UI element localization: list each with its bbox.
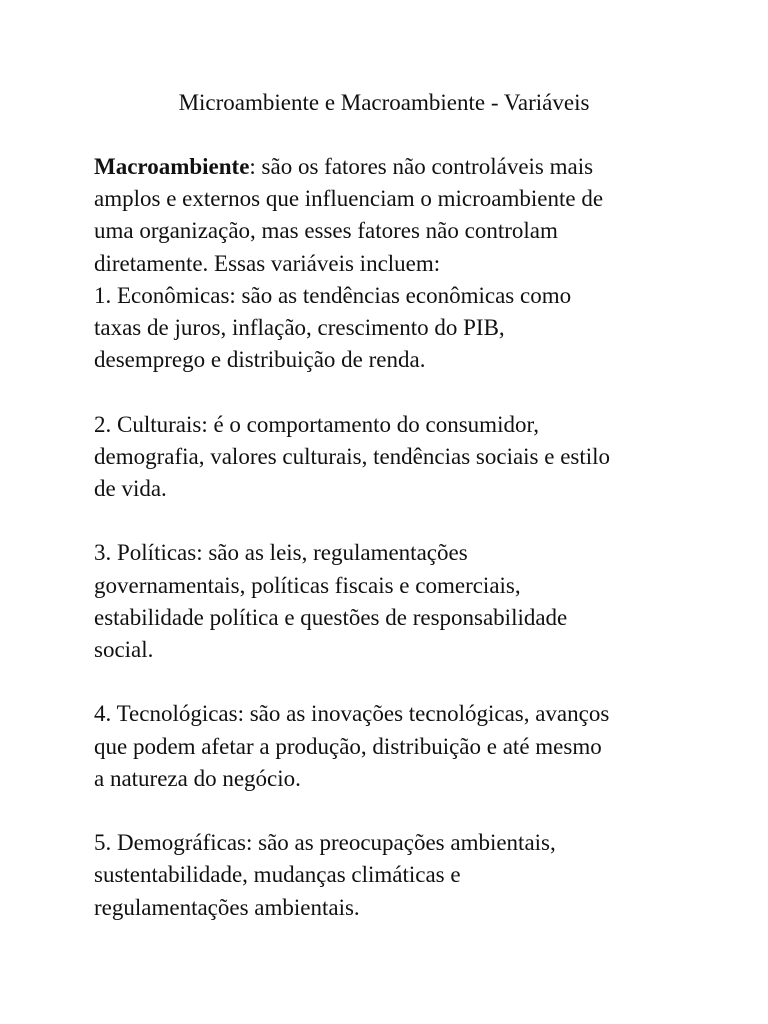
list-item-tecnologicas bbox=[94, 698, 694, 795]
item-line: 1. Econômicas: são as tendências econômicas como bbox=[94, 282, 572, 308]
item-line: de vida. bbox=[94, 476, 167, 502]
list-item-demograficas bbox=[94, 827, 694, 924]
document-body bbox=[94, 151, 694, 924]
item-line: social. bbox=[94, 637, 154, 663]
item-line: taxas de juros, inflação, crescimento do PIB, bbox=[94, 315, 505, 341]
item-line: regulamentações ambientais. bbox=[94, 894, 360, 920]
item-line: 2. Culturais: é o comportamento do consumidor, bbox=[94, 411, 539, 437]
item-line: que podem afetar a produção, distribuição e até mesmo bbox=[94, 733, 602, 759]
intro-line: diretamente. Essas variáveis incluem: bbox=[94, 250, 441, 276]
document-title: Microambiente e Macroambiente - Variáveis bbox=[178, 90, 590, 115]
list-item-economicas bbox=[94, 280, 694, 377]
intro-term: Macroambiente bbox=[94, 154, 250, 179]
item-line: demografia, valores culturais, tendências sociais e estilo bbox=[94, 443, 611, 469]
item-line: 3. Políticas: são as leis, regulamentações bbox=[94, 540, 468, 566]
item-line: desemprego e distribuição de renda. bbox=[94, 347, 426, 373]
list-item-politicas bbox=[94, 537, 694, 666]
intro-line: amplos e externos que influenciam o microambiente de bbox=[94, 186, 604, 212]
intro-line: : são os fatores não controláveis mais bbox=[249, 154, 594, 179]
item-line: 5. Demográficas: são as preocupações ambientais, bbox=[94, 830, 556, 856]
item-line: estabilidade política e questões de responsabilidade bbox=[94, 604, 568, 630]
item-line: governamentais, políticas fiscais e comerciais, bbox=[94, 572, 521, 598]
intro-paragraph bbox=[94, 151, 694, 280]
intro-line: uma organização, mas esses fatores não controlam bbox=[94, 218, 558, 244]
item-line: a natureza do negócio. bbox=[94, 765, 301, 791]
list-item-culturais bbox=[94, 409, 694, 506]
item-line: 4. Tecnológicas: são as inovações tecnológicas, avanços bbox=[94, 701, 610, 727]
item-line: sustentabilidade, mudanças climáticas e bbox=[94, 862, 461, 888]
